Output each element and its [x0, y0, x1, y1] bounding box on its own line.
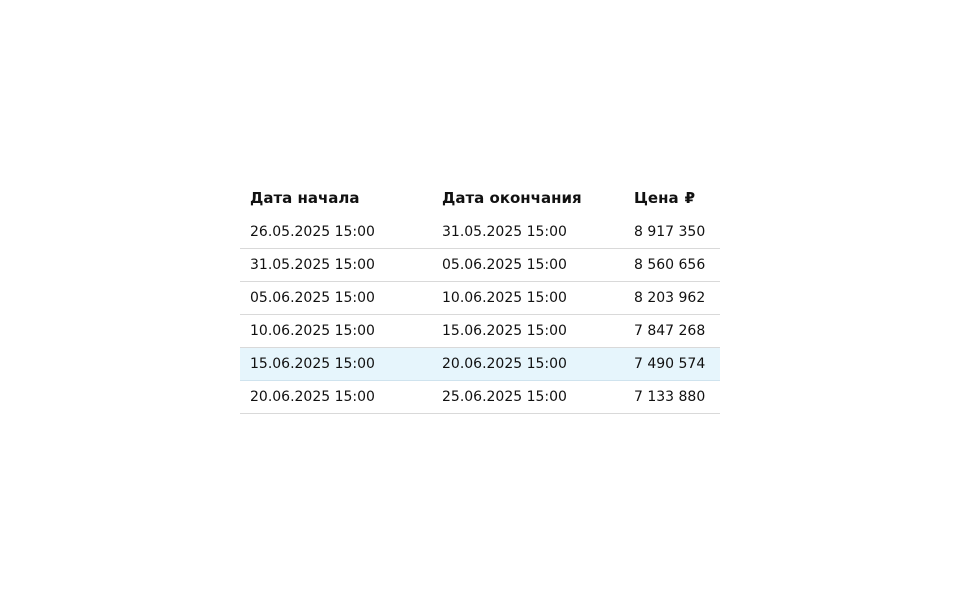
header-row: [240, 180, 720, 216]
cell-end-date: 10.06.2025 15:00: [432, 282, 624, 315]
cell-end-date: 31.05.2025 15:00: [432, 216, 624, 249]
cell-start-date: 26.05.2025 15:00: [240, 216, 432, 249]
price-schedule-table-container: [240, 180, 720, 414]
header-start-date: Дата начала: [250, 189, 360, 207]
cell-end-date: 15.06.2025 15:00: [432, 315, 624, 348]
cell-price: 7 133 880: [624, 381, 720, 414]
ruble-icon: ₽: [684, 189, 696, 207]
cell-price: 7 490 574: [624, 348, 720, 381]
cell-price: 8 203 962: [624, 282, 720, 315]
table-row-highlighted[interactable]: [240, 348, 720, 381]
cell-price: 7 847 268: [624, 315, 720, 348]
cell-start-date: 15.06.2025 15:00: [240, 348, 432, 381]
cell-price: 8 917 350: [624, 216, 720, 249]
cell-end-date: 25.06.2025 15:00: [432, 381, 624, 414]
header-end-date: Дата окончания: [442, 189, 582, 207]
table-row[interactable]: [240, 381, 720, 414]
price-schedule-table: [240, 180, 720, 414]
cell-end-date: 05.06.2025 15:00: [432, 249, 624, 282]
table-body: [240, 216, 720, 414]
table-row[interactable]: [240, 315, 720, 348]
cell-end-date: 20.06.2025 15:00: [432, 348, 624, 381]
table-row[interactable]: [240, 282, 720, 315]
table-row[interactable]: [240, 249, 720, 282]
table-header: [240, 180, 720, 216]
cell-price: 8 560 656: [624, 249, 720, 282]
header-price-label: Цена: [634, 189, 679, 207]
cell-start-date: 10.06.2025 15:00: [240, 315, 432, 348]
cell-start-date: 31.05.2025 15:00: [240, 249, 432, 282]
table-row[interactable]: [240, 216, 720, 249]
cell-start-date: 20.06.2025 15:00: [240, 381, 432, 414]
header-price: [624, 180, 720, 216]
cell-start-date: 05.06.2025 15:00: [240, 282, 432, 315]
